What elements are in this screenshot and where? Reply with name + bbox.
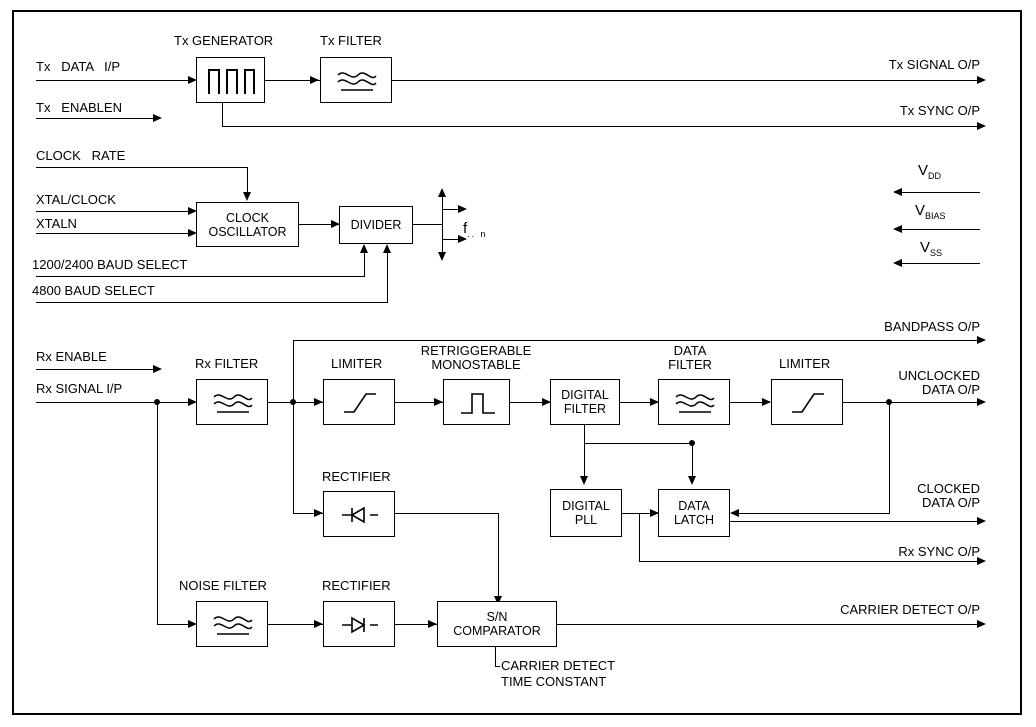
filter-icon	[211, 611, 255, 639]
wire-baud-4800-v	[387, 252, 388, 303]
arrow-vdd	[893, 188, 902, 196]
block-data-latch	[658, 489, 730, 537]
caption-limiter-2: LIMITER	[779, 356, 831, 371]
input-label-clock-rate: CLOCK RATE	[36, 148, 126, 163]
power-label-vss: $V_{SS}$	[920, 239, 943, 258]
arrow-divider-up	[438, 188, 446, 197]
block-label-data-latch: DATA LATCH	[673, 499, 715, 527]
arrow-tx-sync-op	[977, 122, 986, 130]
wire-tap-h	[584, 443, 692, 444]
block-label-clock-oscillator: CLOCK OSCILLATOR	[208, 210, 287, 239]
wire-rectifier1-down	[498, 513, 499, 598]
annotation-f-out: $f_{..}$ $_n$	[463, 220, 486, 239]
pulse-icon	[207, 66, 256, 96]
wire-tx-signal-op	[392, 80, 978, 81]
input-label-baud-4800: 4800 BAUD SELECT	[32, 283, 155, 298]
filter-icon	[335, 67, 379, 95]
arrow-limiter1-mono	[434, 398, 443, 406]
arrow-baud-4800	[383, 244, 391, 253]
filter-icon	[211, 389, 255, 417]
annotation-carrier-tc-2: TIME CONSTANT	[501, 674, 607, 689]
block-rx-filter	[196, 379, 268, 425]
wire-bandpass-h	[294, 340, 978, 341]
wire-clock-rate-v	[247, 167, 248, 193]
wire-txsync-down	[222, 103, 223, 127]
caption-noise-filter: NOISE FILTER	[179, 578, 267, 593]
block-digital-filter	[550, 379, 620, 425]
arrow-pll-latch	[650, 509, 659, 517]
arrow-carrier-detect-op	[977, 620, 986, 628]
arrow-txgen-txfilter	[310, 76, 319, 84]
output-label-tx-signal-op: Tx SIGNAL O/P	[888, 57, 980, 72]
wire-tx-enablen	[36, 118, 154, 119]
caption-rectifier-1: RECTIFIER	[322, 469, 391, 484]
caption-tx-filter: Tx FILTER	[320, 33, 382, 48]
arrow-noisefilter-in	[188, 620, 197, 628]
wire-divider-fan	[442, 196, 443, 254]
caption-monostable-2: MONOSTABLE	[431, 357, 521, 372]
annotation-carrier-tc-1: CARRIER DETECT	[501, 658, 616, 673]
filter-icon	[673, 389, 717, 417]
input-label-rx-enable: Rx ENABLE	[36, 349, 107, 364]
arrow-sn-left-input	[428, 620, 437, 628]
block-tx-filter	[320, 57, 392, 103]
arrow-divider-fan-a	[458, 205, 467, 213]
block-sn-comparator	[437, 601, 557, 647]
wire-baud-1200-v	[364, 252, 365, 277]
block-label-digital-filter: DIGITAL FILTER	[561, 388, 609, 416]
wire-rxsync-down	[639, 513, 640, 562]
arrow-unclocked-data-op	[977, 398, 986, 406]
input-label-tx-data-ip: Tx DATA I/P	[36, 59, 121, 74]
wire-tx-data	[36, 80, 189, 81]
wire-xtaln	[36, 233, 189, 234]
power-label-vbias: $V_{BIAS}$	[915, 202, 946, 221]
monostable-icon	[458, 390, 498, 416]
output-label-tx-sync-op: Tx SYNC O/P	[899, 103, 980, 118]
wire-clock-rate-h	[36, 167, 248, 168]
caption-data-filter-1: DATA	[673, 343, 707, 358]
wire-carrier-detect-op	[557, 624, 978, 625]
arrow-tx-signal-op	[977, 76, 986, 84]
block-rectifier-1	[323, 491, 395, 537]
output-label-rx-sync-op: Rx SYNC O/P	[898, 544, 980, 559]
wire-rx-enable	[36, 369, 154, 370]
wire-tap-down-latch	[692, 443, 693, 477]
wire-rx-to-noisefilter	[157, 624, 189, 625]
arrow-bandpass-op	[977, 336, 986, 344]
arrow-baud-1200	[360, 244, 368, 253]
input-label-xtal-clock: XTAL/CLOCK	[36, 192, 116, 207]
wire-divider-out	[413, 224, 443, 225]
wire-rx-signal-down	[157, 402, 158, 624]
rectifier-icon	[340, 504, 380, 526]
limiter-icon	[340, 390, 380, 416]
arrow-rx-enable	[153, 365, 162, 373]
wire-baud-1200-h	[36, 276, 365, 277]
input-label-rx-signal-ip: Rx SIGNAL I/P	[36, 381, 123, 396]
rail-vss	[898, 263, 980, 264]
arrow-divider-down	[438, 252, 446, 261]
block-label-digital-pll: DIGITAL PLL	[562, 499, 610, 527]
wire-rx-signal-h	[36, 402, 189, 403]
wire-clocked-data-op	[730, 521, 978, 522]
caption-limiter-1: LIMITER	[331, 356, 383, 371]
block-divider	[339, 206, 413, 244]
caption-tx-generator: Tx GENERATOR	[174, 33, 274, 48]
output-label-carrier-detect-op: CARRIER DETECT O/P	[840, 602, 980, 617]
block-limiter-1	[323, 379, 395, 425]
input-label-xtaln: XTALN	[36, 216, 77, 231]
wire-rectifier-branch-down	[293, 402, 294, 514]
power-label-vdd: $V_{DD}$	[918, 162, 942, 181]
wire-unclocked-data-op	[843, 402, 978, 403]
caption-rx-filter: Rx FILTER	[195, 356, 259, 371]
arrow-osc-divider	[331, 220, 340, 228]
block-rectifier-2	[323, 601, 395, 647]
wire-unclocked-to-latch	[735, 513, 890, 514]
arrow-clock-rate	[243, 192, 251, 201]
output-label-bandpass-op: BANDPASS O/P	[884, 319, 980, 334]
arrow-tx-enablen	[153, 114, 162, 122]
arrow-pll-input	[580, 476, 588, 485]
block-digital-pll	[550, 489, 622, 537]
rail-vdd	[898, 192, 980, 193]
rectifier-icon	[340, 614, 380, 636]
input-label-baud-1200-2400: 1200/2400 BAUD SELECT	[32, 257, 188, 272]
block-clock-oscillator	[196, 202, 299, 247]
arrow-rxfilter-limiter1	[314, 398, 323, 406]
input-label-tx-enablen: Tx ENABLEN	[36, 100, 122, 115]
wire-xtal-clock	[36, 211, 189, 212]
arrow-datafilter-limiter2	[762, 398, 771, 406]
wire-rectifier1-out	[395, 513, 499, 514]
wire-bandpass-v	[293, 340, 294, 402]
output-label-clocked-1: CLOCKED	[917, 481, 980, 496]
wire-carrier-tc-h	[495, 666, 500, 667]
output-label-unclocked-1: UNCLOCKED	[898, 368, 980, 383]
caption-monostable-1: RETRIGGERABLE	[420, 343, 532, 358]
arrow-vss	[893, 259, 902, 267]
block-tx-generator	[196, 57, 265, 103]
wire-carrier-tc-v	[495, 647, 496, 667]
block-data-filter	[658, 379, 730, 425]
arrow-noisefilter-rectifier2	[314, 620, 323, 628]
block-label-sn-comparator: S/N COMPARATOR	[453, 610, 541, 638]
wire-digitalfilter-down	[584, 425, 585, 477]
wire-rx-sync-op	[639, 561, 978, 562]
caption-rectifier-2: RECTIFIER	[322, 578, 391, 593]
output-label-unclocked-2: DATA O/P	[921, 382, 980, 397]
arrow-clocked-data-op	[977, 517, 986, 525]
output-label-clocked-2: DATA O/P	[921, 495, 980, 510]
block-noise-filter	[196, 601, 268, 647]
wire-baud-4800-h	[36, 302, 388, 303]
arrow-latch-input-top	[688, 476, 696, 485]
block-retriggerable-monostable	[443, 379, 510, 425]
wire-tx-sync-op	[222, 126, 978, 127]
caption-data-filter-2: FILTER	[668, 357, 712, 372]
block-label-divider: DIVIDER	[350, 218, 402, 232]
arrow-latch-input-right	[730, 509, 739, 517]
rail-vbias	[898, 229, 980, 230]
arrow-rectifier1-in	[314, 509, 323, 517]
arrow-vbias	[893, 225, 902, 233]
